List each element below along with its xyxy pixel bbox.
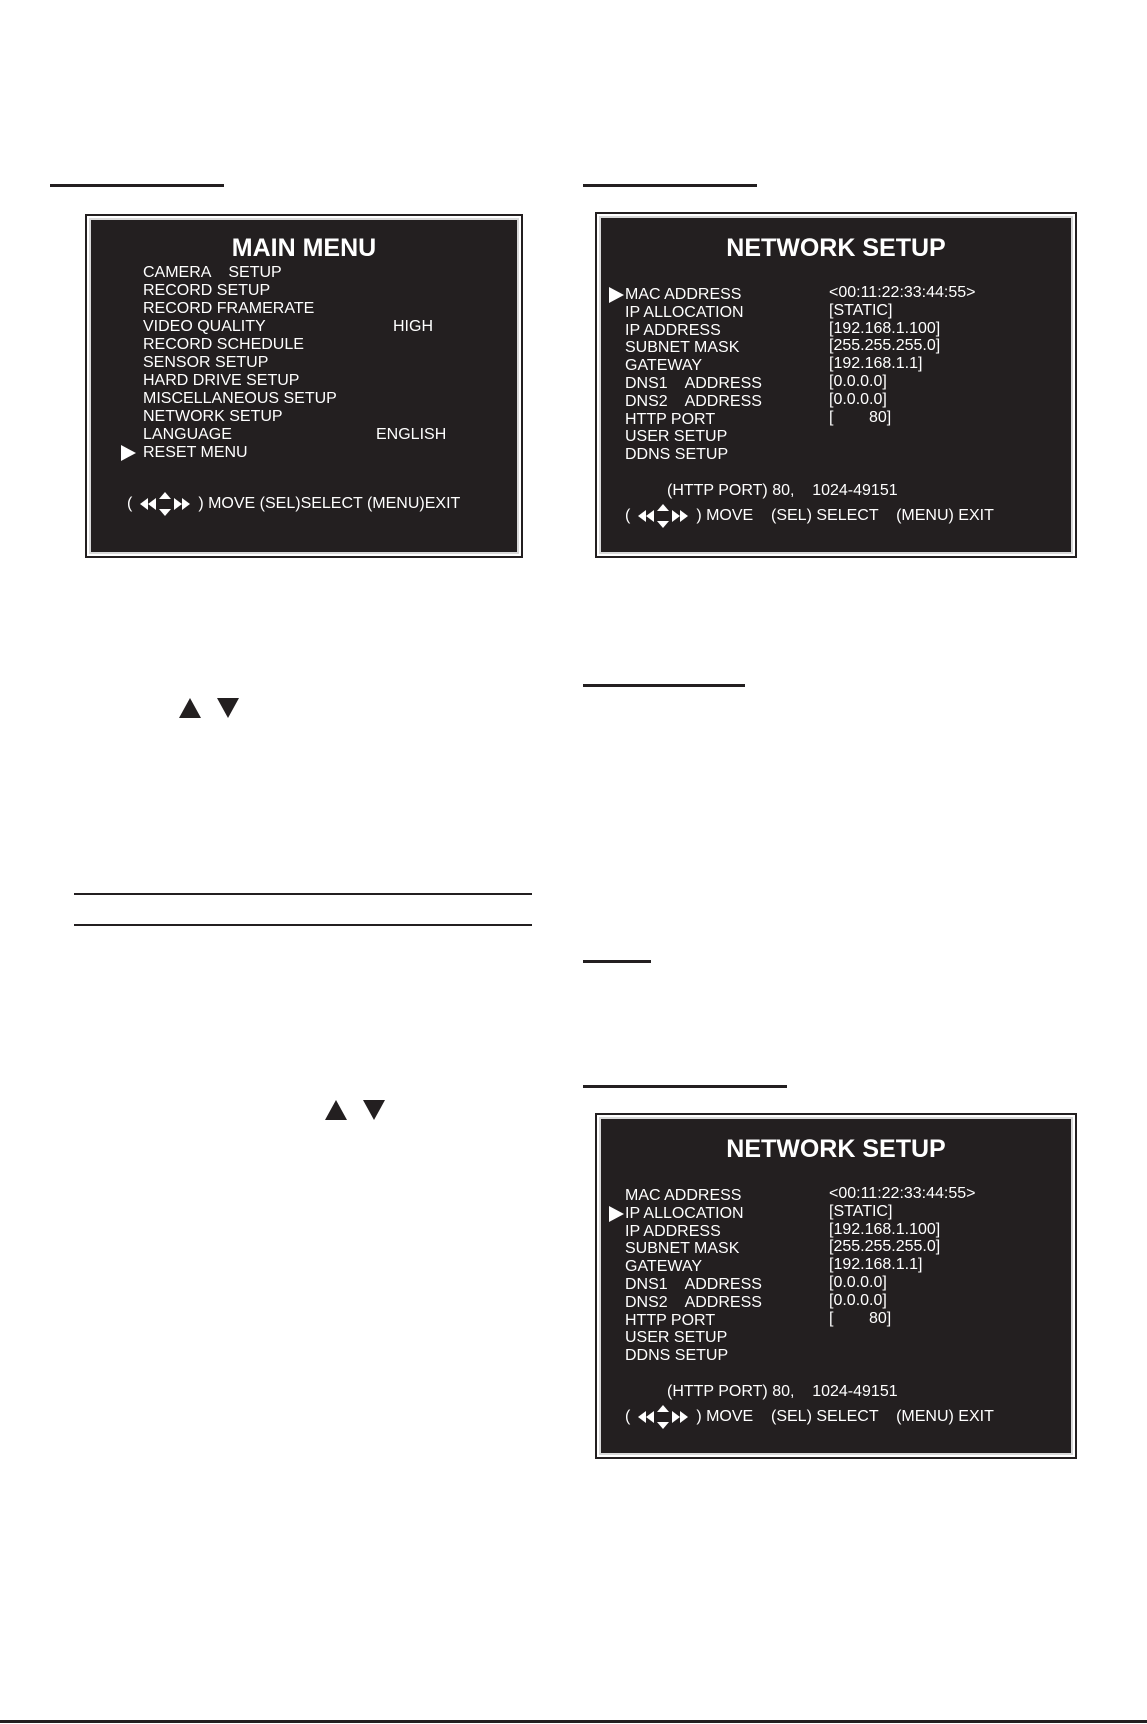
heading-underline-ip-allocation — [583, 1085, 787, 1088]
network-item-value: [ 80] — [829, 1309, 892, 1327]
up-triangle-icon — [324, 1099, 348, 1121]
network-setup-screen — [599, 216, 1073, 554]
network-item[interactable]: MAC ADDRESS — [625, 1187, 742, 1204]
network-item[interactable]: GATEWAY — [625, 357, 703, 375]
network-item[interactable]: MAC ADDRESS — [625, 286, 742, 303]
up-triangle-icon — [178, 697, 202, 719]
menu-item-value: ENGLISH — [376, 426, 447, 443]
network-item[interactable]: DDNS SETUP — [625, 446, 729, 464]
network-setup-footer: ( ) MOVE (SEL) SELECT (MENU) EXIT — [625, 1403, 994, 1431]
navigation-arrows-icon — [632, 1403, 694, 1431]
network-item-value: <00:11:22:33:44:55> — [829, 1185, 976, 1202]
network-item[interactable]: DNS2 ADDRESS — [625, 1293, 762, 1311]
network-item-value: [STATIC] — [829, 301, 893, 319]
network-item[interactable]: IP ALLOCATION — [625, 303, 744, 321]
network-item-value: [192.168.1.1] — [829, 355, 923, 373]
main-menu-title: MAIN MENU — [231, 234, 377, 262]
network-item[interactable]: DDNS SETUP — [625, 1347, 729, 1365]
menu-item[interactable]: RECORD FRAMERATE — [143, 300, 315, 317]
cursor-triangle-icon — [609, 287, 624, 303]
http-port-hint: (HTTP PORT) 80, 1024-49151 — [667, 482, 898, 499]
network-item-value: [255.255.255.0] — [829, 337, 941, 355]
cursor-triangle-icon — [609, 1206, 624, 1222]
network-setup-title: NETWORK SETUP — [726, 234, 946, 262]
network-item[interactable]: HTTP PORT — [625, 1311, 716, 1329]
network-item[interactable]: HTTP PORT — [625, 410, 716, 428]
network-setup-title: NETWORK SETUP — [726, 1135, 946, 1163]
navigation-arrows-icon — [134, 490, 196, 518]
network-item-value: [ 80] — [829, 408, 892, 426]
network-item[interactable]: DNS1 ADDRESS — [625, 375, 762, 392]
menu-item[interactable]: VIDEO QUALITY — [143, 318, 266, 335]
network-item[interactable]: SUBNET MASK — [625, 339, 740, 357]
network-item-value: [192.168.1.100] — [829, 319, 941, 337]
main-menu-screen — [89, 218, 519, 554]
network-item-value: <00:11:22:33:44:55> — [829, 284, 976, 301]
network-item-value: [0.0.0.0] — [829, 1291, 887, 1309]
network-item-value: [192.168.1.100] — [829, 1220, 941, 1238]
menu-item[interactable]: CAMERA SETUP — [143, 264, 282, 281]
divider-bottom — [74, 924, 532, 926]
menu-item[interactable]: RESET MENU — [143, 444, 248, 461]
menu-item[interactable]: SENSOR SETUP — [143, 354, 269, 371]
network-item-value: [192.168.1.1] — [829, 1256, 923, 1274]
divider-top — [74, 893, 532, 895]
network-setup-screen — [599, 1117, 1073, 1455]
network-item[interactable]: IP ALLOCATION — [625, 1204, 744, 1222]
page-bottom-rule — [0, 1720, 1147, 1723]
network-item-value: [0.0.0.0] — [829, 373, 887, 390]
network-item-value: [STATIC] — [829, 1202, 893, 1220]
cursor-triangle-icon — [121, 445, 136, 461]
network-item-value: [0.0.0.0] — [829, 1274, 887, 1291]
network-item[interactable]: DNS1 ADDRESS — [625, 1276, 762, 1293]
menu-item[interactable]: RECORD SCHEDULE — [143, 336, 304, 353]
network-item[interactable]: IP ADDRESS — [625, 321, 721, 339]
menu-item[interactable]: NETWORK SETUP — [143, 408, 283, 425]
menu-item-value: HIGH — [393, 318, 433, 335]
down-triangle-icon — [216, 697, 240, 719]
network-item-value: [0.0.0.0] — [829, 390, 887, 408]
network-setup-footer: ( ) MOVE (SEL) SELECT (MENU) EXIT — [625, 502, 994, 530]
heading-underline-right-2 — [583, 684, 745, 687]
network-item[interactable]: USER SETUP — [625, 1329, 728, 1347]
network-item[interactable]: IP ADDRESS — [625, 1222, 721, 1240]
network-item-value: [255.255.255.0] — [829, 1238, 941, 1256]
network-item[interactable]: USER SETUP — [625, 428, 728, 446]
network-item[interactable]: DNS2 ADDRESS — [625, 392, 762, 410]
heading-underline-right-3 — [583, 960, 651, 963]
heading-underline-network-setup — [583, 184, 757, 187]
http-port-hint: (HTTP PORT) 80, 1024-49151 — [667, 1383, 898, 1400]
menu-item[interactable]: MISCELLANEOUS SETUP — [143, 390, 337, 407]
main-menu-footer: ( ) MOVE (SEL)SELECT (MENU)EXIT — [127, 490, 460, 518]
network-item[interactable]: GATEWAY — [625, 1258, 703, 1276]
menu-item[interactable]: LANGUAGE — [143, 426, 232, 443]
network-item[interactable]: SUBNET MASK — [625, 1240, 740, 1258]
menu-item[interactable]: RECORD SETUP — [143, 282, 271, 299]
down-triangle-icon — [362, 1099, 386, 1121]
navigation-arrows-icon — [632, 502, 694, 530]
menu-item[interactable]: HARD DRIVE SETUP — [143, 372, 300, 389]
heading-underline-main-menu — [50, 184, 224, 187]
